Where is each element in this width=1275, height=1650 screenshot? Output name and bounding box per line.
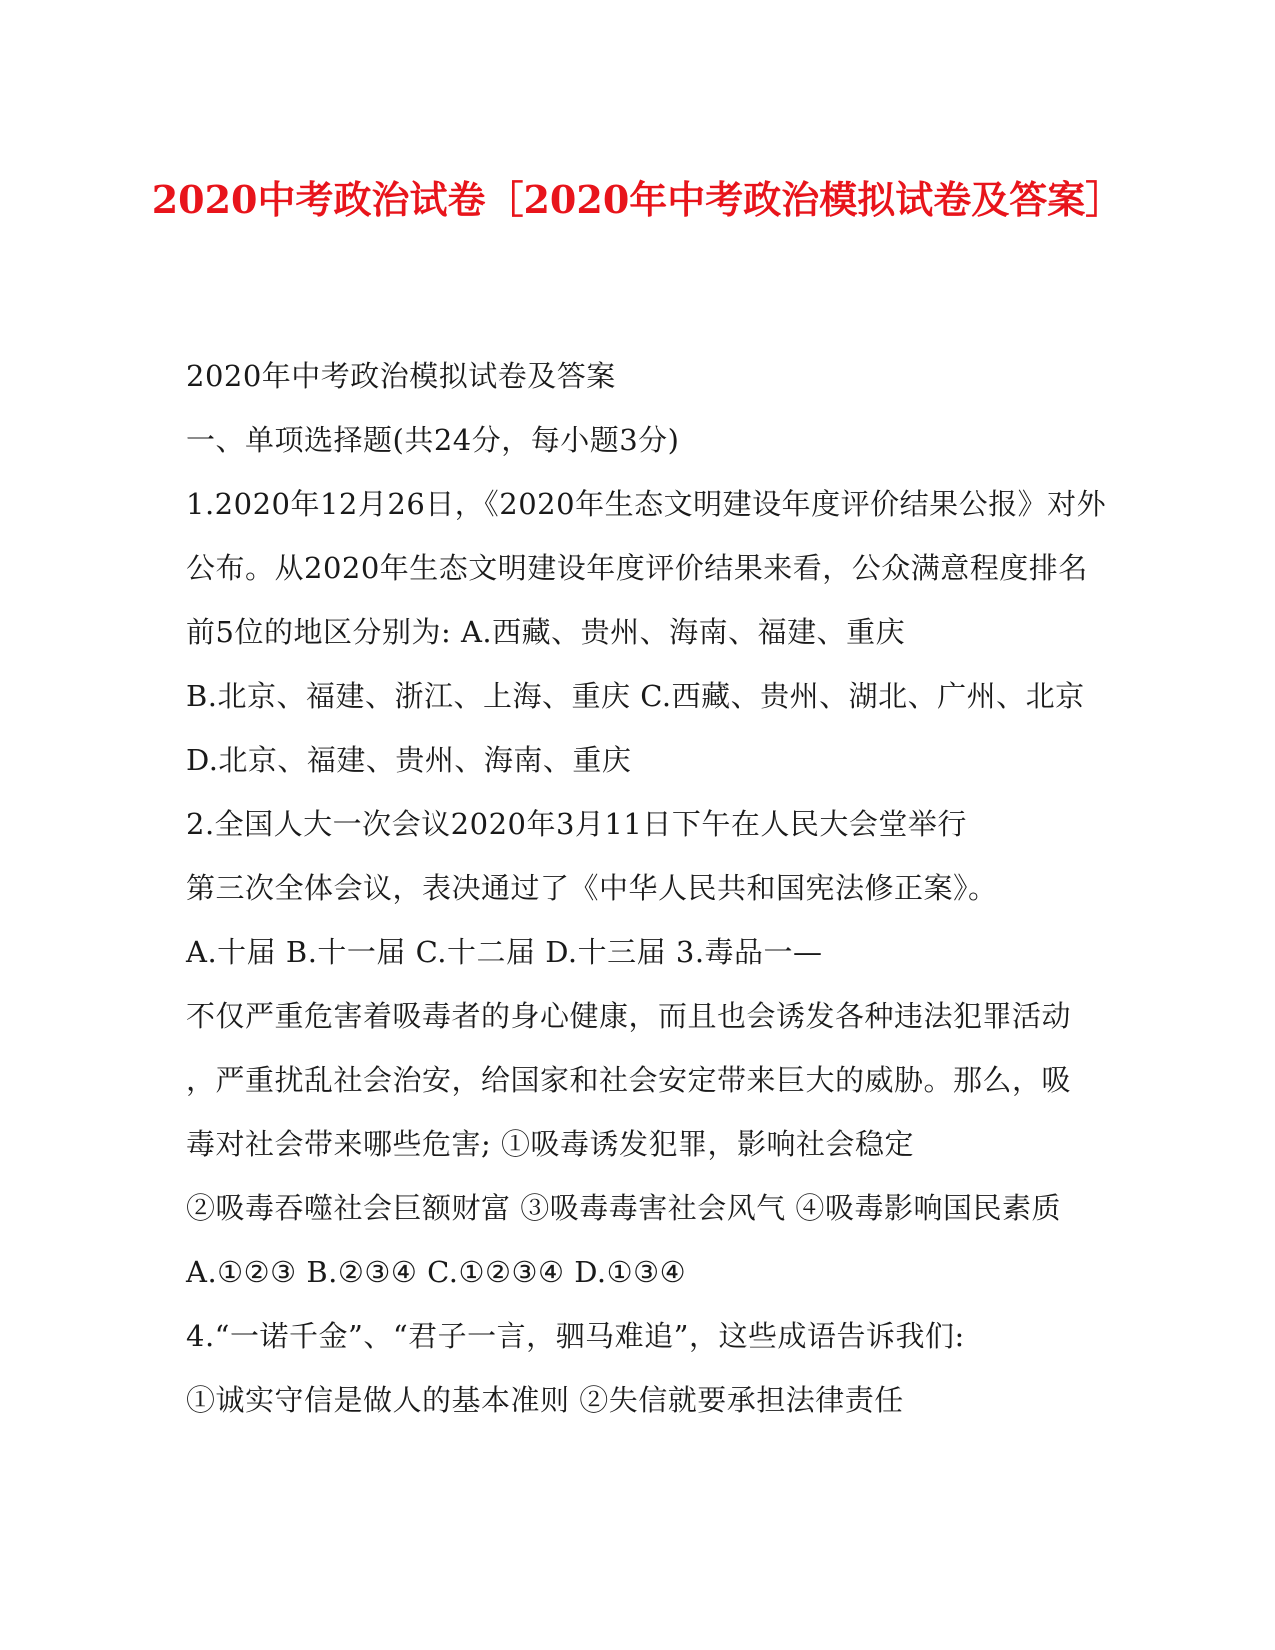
body-line: 不仅严重危害着吸毒者的身心健康，而且也会诱发各种违法犯罪活动: [186, 999, 1072, 1033]
document-title: 2020中考政治试卷［2020年中考政治模拟试卷及答案］: [151, 177, 1124, 222]
body-line: D.北京、福建、贵州、海南、重庆: [186, 743, 632, 777]
body-line: 毒对社会带来哪些危害; ①吸毒诱发犯罪，影响社会稳定: [186, 1127, 914, 1161]
body-line: 2020年中考政治模拟试卷及答案: [186, 359, 616, 393]
body-line: ②吸毒吞噬社会巨额财富 ③吸毒毒害社会风气 ④吸毒影响国民素质: [186, 1191, 1061, 1225]
body-line: B.北京、福建、浙江、上海、重庆 C.西藏、贵州、湖北、广州、北京: [186, 679, 1085, 713]
body-line: 第三次全体会议，表决通过了《中华人民共和国宪法修正案》。: [186, 871, 998, 905]
body-line: 4.“一诺千金”、“君子一言，驷马难追”，这些成语告诉我们:: [186, 1319, 965, 1353]
body-line: 1.2020年12月26日，《2020年生态文明建设年度评价结果公报》对外: [186, 487, 1107, 521]
body-line: 一、单项选择题(共24分，每小题3分): [186, 423, 680, 457]
body-line: A.①②③ B.②③④ C.①②③④ D.①③④: [186, 1255, 687, 1289]
body-line: 公布。从2020年生态文明建设年度评价结果来看，公众满意程度排名: [186, 551, 1088, 585]
body-line: 前5位的地区分别为: A.西藏、贵州、海南、福建、重庆: [186, 615, 906, 649]
body-line: 2.全国人大一次会议2020年3月11日下午在人民大会堂举行: [186, 807, 967, 841]
body-line: ①诚实守信是做人的基本准则 ②失信就要承担法律责任: [186, 1383, 904, 1417]
body-line: ，严重扰乱社会治安，给国家和社会安定带来巨大的威胁。那么，吸: [186, 1063, 1072, 1097]
body-line: A.十届 B.十一届 C.十二届 D.十三届 3.毒品一—: [186, 935, 823, 969]
document-body: [186, 353, 1107, 1441]
